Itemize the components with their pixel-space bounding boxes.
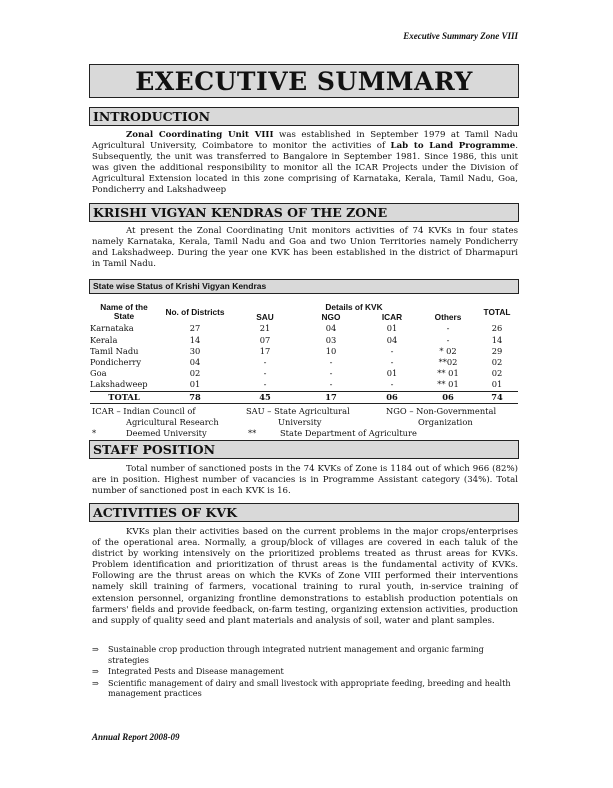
total-icar: 06 (364, 391, 420, 403)
activities-text: KVKs plan their activities based on the current problems in the major crops/enterprises of the operational area. Normally, a group/block of villages are covered in each taluk of the district by working intensively on the prioritized problems treated as thrust areas for KVKs. Problem identification and prioritization of thrust areas is the fundamental activity of KVKs. Following are the thrust areas on which the KVKs of Zone VIII performed their interventions namely skill training of farmers, vocational training to rural youth, in-service training of extension personnel, organizing frontline demonstrations to establish production potentials on farmers' fields and provide feedback, on-farm testing, organizing extension activities, production and supply of quality seed and plant materials and analysis of soil, water and plant samples. (92, 527, 518, 626)
legend-double-star: ** (248, 428, 257, 438)
page-footer: Annual Report 2008-09 (92, 732, 180, 742)
cell-state: Tamil Nadu (90, 345, 139, 356)
cell-icar: 04 (386, 334, 398, 345)
cell-sau: 07 (259, 334, 271, 345)
cell-others: ** 01 (437, 379, 459, 390)
cell-others: ** 01 (437, 368, 459, 379)
table-total-row (90, 391, 518, 403)
table-row (90, 357, 518, 368)
cell-state: Karnataka (90, 323, 134, 334)
cell-total: 02 (491, 357, 503, 368)
col-header-state: Name of the State (100, 302, 148, 322)
cell-state: Lakshadweep (90, 379, 148, 390)
cell-icar: 01 (386, 323, 398, 334)
cell-sau: - (263, 357, 267, 368)
cell-others: **02 (438, 357, 458, 368)
table-header-row-1 (90, 301, 518, 312)
cell-ngo: - (329, 357, 333, 368)
list-item: ⇒ Integrated Pests and Disease management (92, 666, 284, 676)
cell-total: 26 (491, 323, 503, 334)
cell-state: Goa (90, 368, 107, 379)
introduction-heading: INTRODUCTION (89, 107, 519, 126)
staff-position-text: Total number of sanctioned posts in the 74 KVKs of Zone is 1184 out of which 966 (82%) are in position. Highest number of vacancies is in Programme Assistant category (34%). Total number of sanctioned post in each KVK is 16. (92, 464, 518, 497)
activities-paragraph (92, 527, 518, 627)
kvk-zone-heading: KRISHI VIGYAN KENDRAS OF THE ZONE (89, 203, 519, 222)
legend-sau: SAU – State Agricultural (246, 406, 350, 416)
intro-text-a: was established in September 1979 at Tamil Nadu Agricultural University, Coimbatore to monitor the activities of (92, 130, 518, 152)
col-header-icar: ICAR (381, 312, 403, 323)
col-header-sau: SAU (256, 312, 274, 323)
arrow-icon: ⇒ (92, 677, 99, 688)
arrow-icon: ⇒ (92, 644, 99, 654)
cell-total: 14 (491, 334, 503, 345)
cell-state: Pondicherry (90, 357, 142, 368)
staff-position-paragraph (92, 464, 518, 497)
intro-bold-unit: Zonal Coordinating Unit VIII (126, 130, 274, 140)
legend-icar: ICAR – Indian Council of (92, 406, 196, 416)
col-header-ngo: NGO (321, 312, 341, 323)
cell-sau: 21 (259, 323, 271, 334)
legend-ngo: NGO – Non-Governmental (386, 406, 497, 416)
table-row (90, 335, 518, 346)
cell-icar: - (390, 345, 394, 356)
cell-total: 01 (491, 379, 503, 390)
cell-others: - (446, 323, 450, 334)
legend-double-star-text: State Department of Agriculture (280, 428, 417, 438)
cell-others: - (446, 334, 450, 345)
kvk-status-table (90, 301, 518, 404)
col-header-total: TOTAL (483, 306, 511, 317)
total-ngo: 17 (298, 391, 364, 403)
arrow-icon: ⇒ (92, 666, 99, 676)
cell-icar: - (390, 357, 394, 368)
group-header-details: Details of KVK (325, 301, 383, 312)
cell-sau: 17 (259, 345, 271, 356)
legend-star: * (92, 428, 97, 438)
table-row (90, 346, 518, 357)
cell-ngo: - (329, 379, 333, 390)
col-header-districts: No. of Districts (165, 306, 225, 317)
cell-ngo: 03 (325, 334, 337, 345)
legend-icar-cont: Agricultural Research (126, 417, 219, 427)
list-item: ⇒ Sustainable crop production through integrated nutrient management and organic farming strategies (92, 644, 484, 665)
table-row (90, 379, 518, 391)
intro-text-b: . Subsequently, the unit was transferred to Bangalore in September 1981. Since 1986, this unit was given the additional responsibility to monitor all the ICAR Projects under the Division of Agricultural Extension located in this zone comprising of Karnataka, Kerala, Tamil Nadu, Goa, Pondicherry and Lakshadweep (92, 141, 518, 196)
legend-sau-cont: University (278, 417, 322, 427)
introduction-paragraph (92, 130, 518, 197)
table-row (90, 368, 518, 379)
cell-districts: 04 (189, 357, 201, 368)
cell-icar: 01 (386, 368, 398, 379)
cell-total: 02 (491, 368, 503, 379)
cell-total: 29 (491, 345, 503, 356)
cell-state: Kerala (90, 334, 118, 345)
total-others: 06 (420, 391, 476, 403)
cell-sau: - (263, 368, 267, 379)
cell-ngo: 04 (325, 323, 337, 334)
cell-districts: 14 (189, 334, 201, 345)
intro-bold-programme: Lab to Land Programme (390, 141, 516, 152)
cell-ngo: 10 (325, 345, 337, 356)
kvk-zone-text: At present the Zonal Coordinating Unit monitors activities of 74 KVKs in four states namely Karnataka, Kerala, Tamil Nadu and Goa and two Union Territories namely Pondicherry and Lakshadweep. During the year one KVK has been established in the district of Dharmapuri in Tamil Nadu. (92, 226, 518, 270)
total-sau: 45 (232, 391, 298, 403)
page-title: EXECUTIVE SUMMARY (89, 64, 519, 98)
thrust-area-list (92, 644, 512, 700)
legend-ngo-cont: Organization (418, 417, 473, 427)
status-table-caption: State wise Status of Krishi Vigyan Kendras (89, 279, 519, 294)
col-header-others: Others (434, 312, 462, 323)
cell-districts: 01 (189, 379, 201, 390)
cell-sau: - (263, 379, 267, 390)
total-districts: 78 (158, 391, 232, 403)
cell-icar: - (390, 379, 394, 390)
legend-star-text: Deemed University (126, 428, 207, 438)
list-item: ⇒ Scientific management of dairy and small livestock with appropriate feeding, breeding and health management practices (92, 677, 511, 698)
table-legend (92, 406, 518, 440)
running-header: Executive Summary Zone VIII (403, 31, 518, 41)
cell-districts: 27 (189, 323, 201, 334)
activities-heading: ACTIVITIES OF KVK (89, 503, 519, 522)
cell-districts: 30 (189, 345, 201, 356)
total-label: TOTAL (90, 391, 158, 403)
table-row (90, 323, 518, 334)
cell-others: * 02 (439, 345, 457, 356)
kvk-zone-paragraph (92, 226, 518, 270)
staff-position-heading: STAFF POSITION (89, 440, 519, 459)
total-total: 74 (476, 391, 518, 403)
cell-ngo: - (329, 368, 333, 379)
cell-districts: 02 (189, 368, 201, 379)
